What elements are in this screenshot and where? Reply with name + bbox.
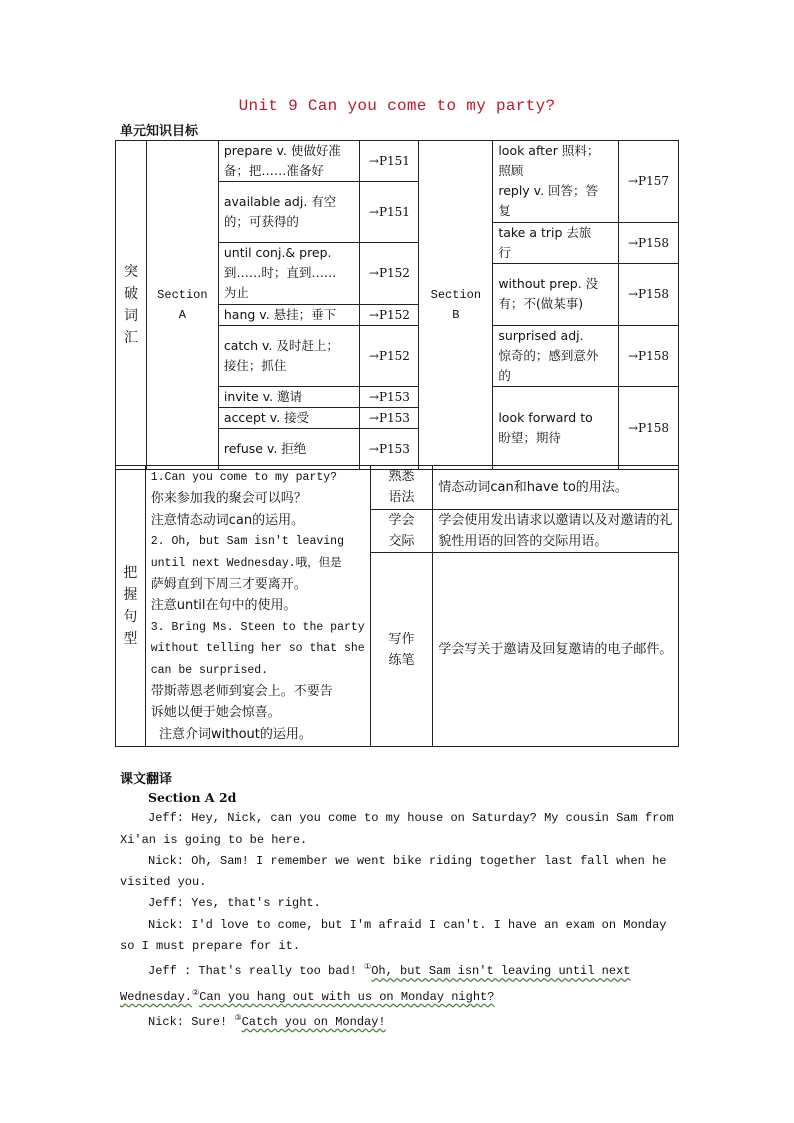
vocab-entry-line: 接住；抓住 (223, 357, 287, 373)
vocab-entry-line: 为止 (223, 285, 249, 301)
vocab-entry-a (218, 407, 360, 428)
sentence-line: without telling her so that she (150, 642, 365, 656)
sentence-line: 注意介词without的运用。 (150, 726, 312, 742)
page-reference: →P152 (360, 243, 419, 304)
highlighted-sentence-2: Can you hang out with us on Monday night? (199, 989, 495, 1004)
note-marker-2: ② (192, 988, 200, 998)
vocab-entry-a (218, 182, 360, 243)
goal-label-writing: 写作 练笔 (370, 553, 433, 747)
translation-heading: 课文翻译 (120, 772, 173, 787)
vocab-entry-b (493, 386, 619, 469)
highlighted-sentence-3: Catch you on Monday! (241, 1014, 386, 1029)
dialogue-line-nick (120, 1008, 676, 1033)
sentence-line: 注意情态动词can的运用。 (150, 512, 305, 528)
goal-text-writing: 学会写关于邀请及回复邀请的电子邮件。 (433, 553, 679, 747)
page-reference: →P157 (619, 141, 679, 223)
page-reference: →P153 (360, 407, 419, 428)
sentence-line: until next Wednesday.哦，但是 (150, 556, 342, 570)
page-reference: →P151 (360, 182, 419, 243)
vocab-entry-line: hang v. 悬挂；垂下 (223, 306, 337, 322)
vocab-entry-a (218, 428, 360, 469)
vocab-entry-line: refuse v. 拒绝 (223, 440, 307, 456)
goal-text-communication: 学会使用发出请求以邀请以及对邀请的礼貌性用语的回答的交际用语。 (433, 509, 679, 553)
sentence-line: 3. Bring Ms. Steen to the party (150, 620, 365, 634)
vocab-entry-a (218, 325, 360, 386)
vocab-entry-b (493, 325, 619, 386)
vocab-entry-a (218, 386, 360, 407)
vocab-entry-line: 复 (498, 203, 511, 219)
vocabulary-table (115, 140, 679, 470)
page-reference: →P158 (619, 222, 679, 263)
sentence-line: 诉她以便于她会惊喜。 (150, 705, 281, 721)
sentence-line: can be surprised. (150, 663, 269, 677)
vocab-entry-a (218, 243, 360, 304)
sentence-patterns-table (115, 465, 679, 747)
vocab-entry-a (218, 304, 360, 325)
vocab-entry-line: prepare v. 使做好准 (223, 143, 341, 158)
vocab-entry-line: 的；可获得的 (223, 214, 299, 230)
vocab-entry-line: 行 (498, 244, 511, 260)
page-reference: →P152 (360, 304, 419, 325)
highlighted-sentence-1: Oh, but Sam isn't leaving until next Wednesday. (120, 964, 631, 1004)
vocab-entry-line: look forward to (498, 409, 593, 425)
vocab-entry-line: without prep. 没 (498, 276, 599, 292)
section-a-label: Section A (146, 141, 218, 470)
sentence-line: 你来参加我的聚会可以吗？ (150, 491, 307, 507)
dialogue (120, 787, 676, 1033)
vocab-entry-line: accept v. 接受 (223, 409, 310, 425)
vocab-category: 突 破 词 汇 (116, 141, 147, 470)
vocab-entry-line: surprised adj. (498, 327, 584, 343)
page-reference: →P158 (619, 386, 679, 469)
vocab-entry-line: 照顾 (498, 163, 524, 179)
vocab-entry-line: take a trip 去旅 (498, 224, 592, 240)
vocab-entry-line: reply v. 回答；答 (498, 183, 599, 199)
vocab-entry-b (493, 263, 619, 325)
sentence-line: 萨姆直到下周三才要离开。 (150, 577, 307, 593)
page-reference: →P158 (619, 263, 679, 325)
page-reference: →P158 (619, 325, 679, 386)
vocab-entry-line: 到……时；直到…… (223, 265, 337, 281)
sentence-line: 带斯蒂恩老师到宴会上。不要告 (150, 684, 333, 700)
vocab-entry-a (218, 141, 360, 182)
vocab-entry-line: catch v. 及时赶上； (223, 337, 339, 353)
goal-label-grammar: 熟悉 语法 (370, 466, 433, 510)
jeff-prefix: Jeff : That's really too bad! (148, 964, 365, 979)
page-reference: →P153 (360, 386, 419, 407)
vocab-entry-line: 惊奇的；感到意外 (498, 347, 599, 363)
vocab-entry-line: available adj. 有空 (223, 194, 337, 210)
sentences-category: 把 握 句 型 (116, 466, 146, 747)
sentence-line: 2. Oh, but Sam isn't leaving (150, 535, 344, 549)
sentence-line: 1.Can you come to my party? (150, 471, 338, 484)
vocab-entry-line: 的 (498, 367, 511, 383)
note-marker-1: ① (364, 963, 372, 973)
goal-text-grammar: 情态动词can和have to的用法。 (433, 466, 679, 510)
vocab-entry-line: 备；把……准备好 (223, 163, 324, 178)
vocab-entry-line: invite v. 邀请 (223, 388, 303, 404)
dialogue-line: Jeff: Hey, Nick, can you come to my house on Saturday? My cousin Sam from Xi'an is going to be here. (120, 811, 674, 847)
sentence-list (145, 466, 370, 747)
goal-label-communication: 学会 交际 (370, 509, 433, 553)
dialogue-section-title: Section A 2d (148, 790, 237, 805)
vocab-entry-line: look after 照料； (498, 143, 600, 159)
dialogue-line: Nick: Oh, Sam! I remember we went bike riding together last fall when he visited you. (120, 853, 667, 890)
page-reference: →P151 (360, 141, 419, 182)
vocab-entry-line: 有；不(做某事) (498, 296, 584, 312)
dialogue-line: Jeff: Yes, that's right. (148, 896, 321, 911)
vocab-entry-line: 盼望；期待 (498, 429, 561, 445)
page-reference: →P152 (360, 325, 419, 386)
vocab-entry-line: until conj.& prep. (223, 245, 332, 261)
nick-prefix: Nick: Sure! (148, 1014, 235, 1029)
vocab-entry-b (493, 141, 619, 223)
sentence-line: 注意until在句中的使用。 (150, 598, 297, 614)
section-b-label: Section B (419, 141, 493, 470)
knowledge-heading: 单元知识目标 (120, 124, 199, 139)
page-reference: →P153 (360, 428, 419, 469)
note-marker-3: ③ (234, 1013, 242, 1023)
page-title: Unit 9 Can you come to my party? (238, 97, 556, 115)
vocab-entry-b (493, 222, 619, 263)
dialogue-line: Nick: I'd love to come, but I'm afraid I can't. I have an exam on Monday so I must prepare for it. (120, 917, 667, 954)
dialogue-line-jeff (120, 957, 676, 1008)
